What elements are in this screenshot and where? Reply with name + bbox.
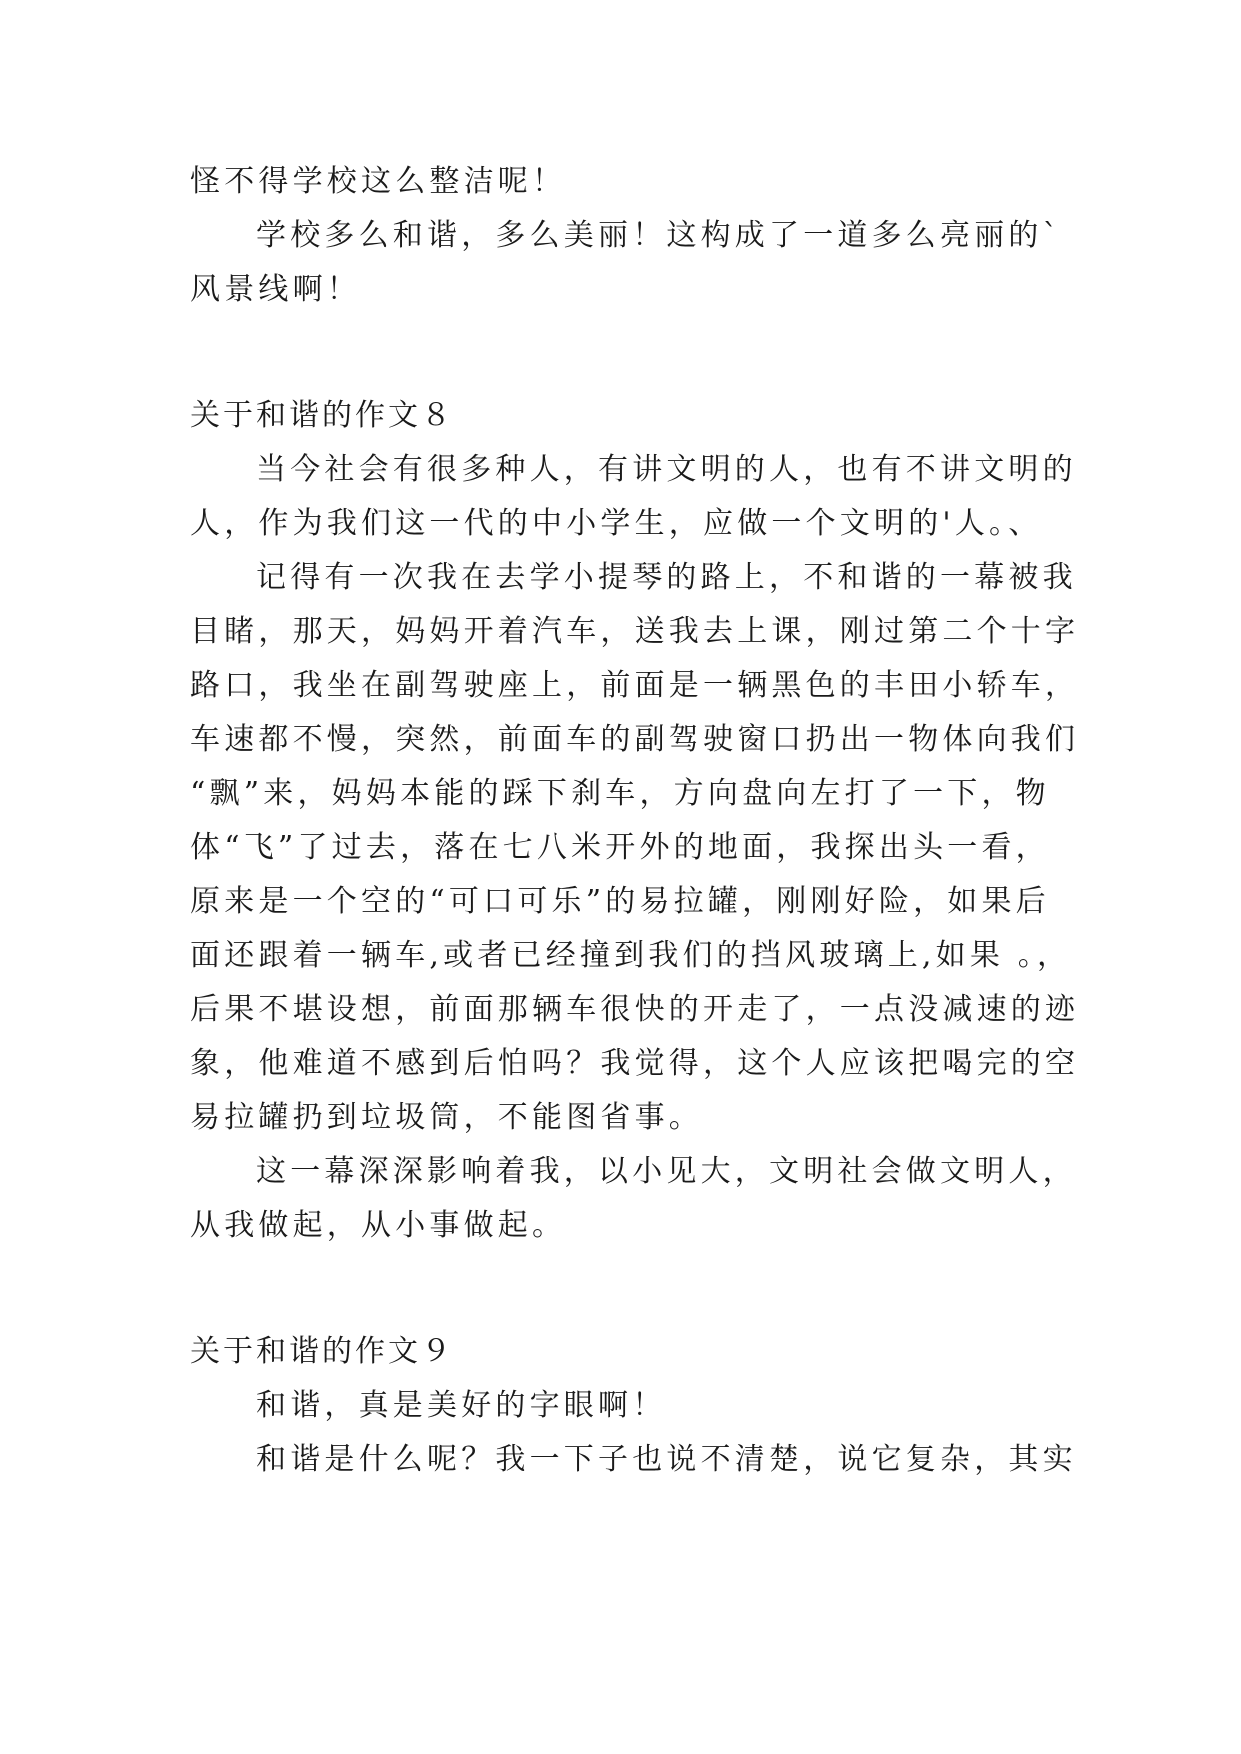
paragraph-line: 车速都不慢，突然，前面车的副驾驶窗口扔出一物体向我们 (190, 722, 1080, 757)
section-heading: 关于和谐的作文８ (190, 398, 454, 433)
paragraph-line: 目睹，那天，妈妈开着汽车，送我去上课，刚过第二个十字 (190, 614, 1080, 649)
paragraph-line: 易拉罐扔到垃圾筒，不能图省事。 (190, 1100, 703, 1135)
paragraph-line: 学校多么和谐，多么美丽！这构成了一道多么亮丽的` (256, 218, 1062, 253)
paragraph-line: 从我做起，从小事做起。 (190, 1208, 567, 1243)
paragraph-line: 后果不堪设想，前面那辆车很快的开走了，一点没减速的迹 (190, 992, 1080, 1027)
paragraph-line: 人，作为我们这一代的中小学生，应做一个文明的'人。、 (190, 506, 1043, 541)
paragraph-line: 象，他难道不感到后怕吗？我觉得，这个人应该把喝完的空 (190, 1046, 1080, 1081)
paragraph-line: 和谐，真是美好的字眼啊！ (256, 1388, 667, 1423)
paragraph-line: 体“飞”了过去，落在七八米开外的地面，我探出头一看， (190, 830, 1050, 865)
paragraph-line: 记得有一次我在去学小提琴的路上，不和谐的一幕被我 (256, 560, 1077, 595)
paragraph-line: 风景线啊！ (190, 272, 361, 307)
paragraph-line: 怪不得学校这么整洁呢！ (190, 164, 567, 199)
paragraph-line: 路口，我坐在副驾驶座上，前面是一辆黑色的丰田小轿车， (190, 668, 1080, 703)
paragraph-line: 当今社会有很多种人，有讲文明的人，也有不讲文明的 (256, 452, 1077, 487)
paragraph-line: 和谐是什么呢？我一下子也说不清楚，说它复杂，其实 (256, 1442, 1077, 1477)
paragraph-line: 这一幕深深影响着我，以小见大，文明社会做文明人， (256, 1154, 1077, 1189)
paragraph-line: 原来是一个空的“可口可乐”的易拉罐，刚刚好险，如果后 (190, 884, 1050, 919)
paragraph-line: “飘”来，妈妈本能的踩下刹车，方向盘向左打了一下，物 (190, 776, 1050, 811)
section-heading: 关于和谐的作文９ (190, 1334, 454, 1369)
paragraph-line: 面还跟着一辆车,或者已经撞到我们的挡风玻璃上,如果 。， (190, 938, 1072, 973)
